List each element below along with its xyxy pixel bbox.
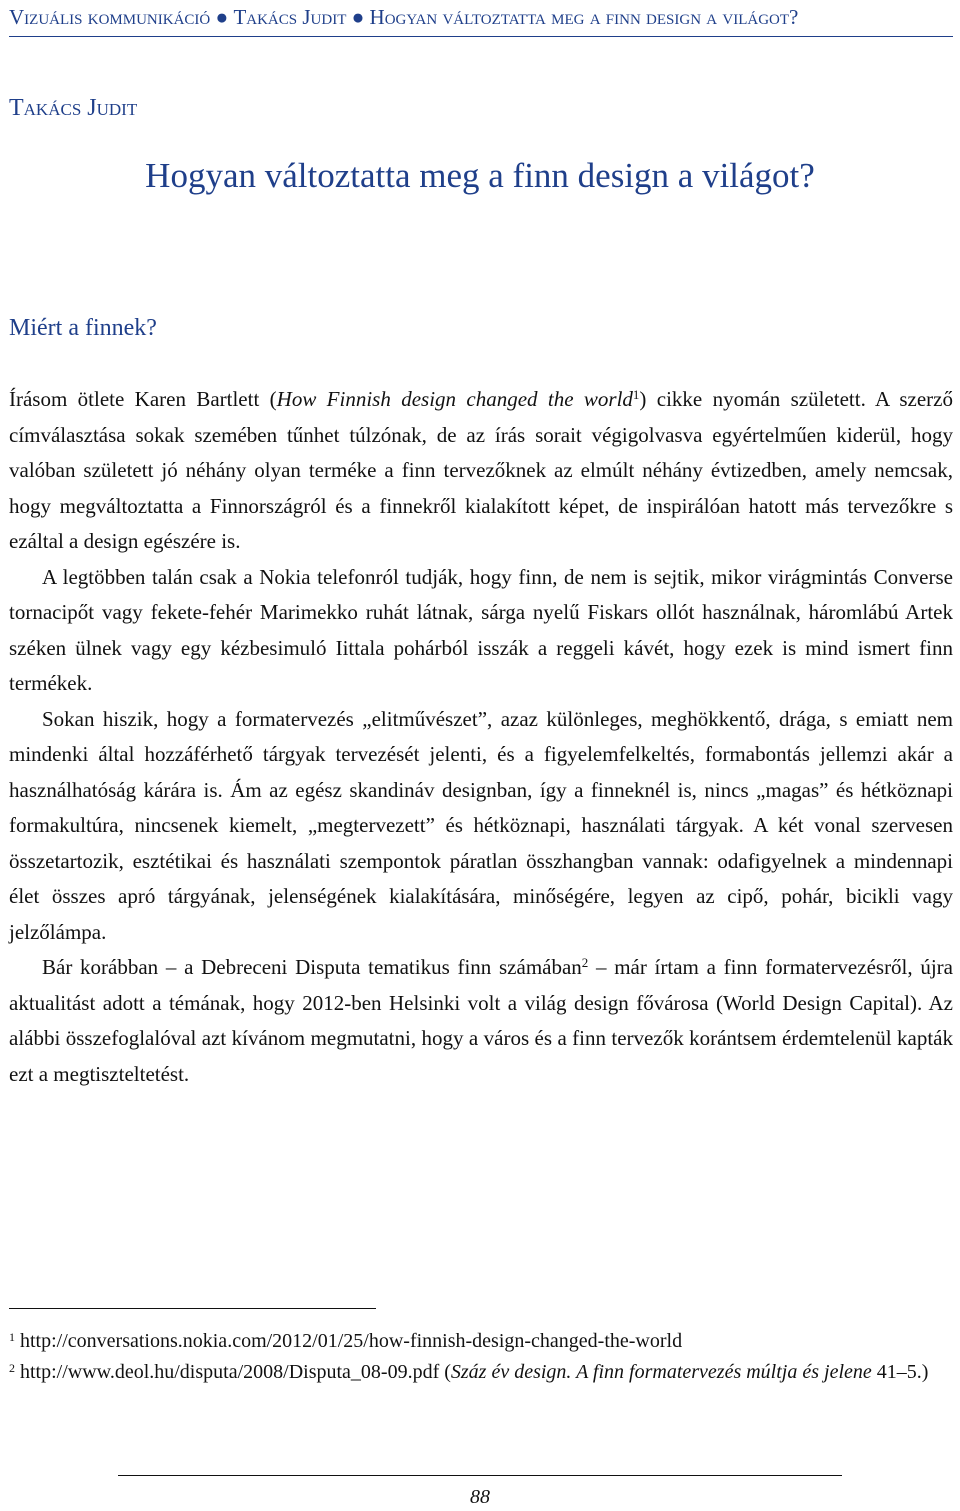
page-number: 88 xyxy=(470,1486,490,1508)
footnote-ref-2[interactable]: 2 xyxy=(581,955,589,970)
footnote-2 xyxy=(9,1357,953,1388)
footnote-link[interactable]: http://conversations.nokia.com/2012/01/25/how-finnish-design-changed-the-world xyxy=(15,1330,683,1352)
paragraph-4 xyxy=(9,950,953,1092)
footnote-number: 1 xyxy=(9,1330,15,1344)
article-author: Takács Judit xyxy=(9,95,138,121)
paragraph-text: – már írtam a finn formatervezésről, újra aktualitást adott a témának, hogy 2012-ben Helsinki volt a világ design fővárosa (World Design Capital). Az alábbi összefoglalóval azt kívánom megmutatni, hogy a város és a finn tervezők korántsem érdemtelenül kapták ezt a megtiszteltetést. xyxy=(9,955,953,1086)
running-header-title: Hogyan változtatta meg a finn design a világot? xyxy=(369,5,799,29)
article-body xyxy=(9,382,953,1092)
running-header-section: Vizuális kommunikáció xyxy=(9,5,211,29)
footnote-number: 2 xyxy=(9,1361,15,1375)
bullet-separator: ● xyxy=(215,5,229,29)
running-header-author: Takács Judit xyxy=(233,5,347,29)
cited-work-title: Száz év design. A finn formatervezés múltja és jelene xyxy=(450,1361,872,1383)
section-heading: Miért a finnek? xyxy=(9,315,157,341)
paragraph-1 xyxy=(9,382,953,560)
footnote-text: 41–5.) xyxy=(871,1361,929,1383)
paragraph-2: A legtöbben talán csak a Nokia telefonról tudják, hogy finn, de nem is sejtik, mikor virágmintás Converse tornacipőt vagy fekete-fehér Marimekko ruhát látnak, sárga nyelű Fiskars ollót használnak, háromlábú Artek széken ülnek vagy egy kézbesimuló Iittala pohárból isszák a reggeli kávét, hogy ezek is mind ismert finn termékek. xyxy=(9,564,953,695)
paragraph-text: Írásom ötlete Karen Bartlett ( xyxy=(9,387,277,411)
footer-rule xyxy=(118,1475,842,1476)
footnote-ref-1[interactable]: 1 xyxy=(632,387,640,402)
paragraph-text: ) cikke nyomán született. A szerző címválasztása sokak szemében tűnhet túlzónak, de az írás sorait végigolvasva egyértelműen kiderül, hogy valóban született jó néhány olyan terméke a finn tervezőknek az elmúlt néhány évtizedben, amely nemcsak, hogy megváltoztatta a Finnországról és a finnekről kialakított képet, de inspirálóan hatott más tervezőkre s ezáltal a design egészére is. xyxy=(9,387,953,553)
paragraph-text: Bár korábban – a Debreceni Disputa tematikus finn számában xyxy=(42,955,582,979)
cited-article-title: How Finnish design changed the world xyxy=(276,387,633,411)
paragraph-3: Sokan hiszik, hogy a formatervezés „elitművészet”, azaz különleges, meghökkentő, drága, s emiatt nem mindenki által hozzáférhető tárgyak tervezését jelenti, és a figyelemfelkeltés, formabontás jellemzi akár a használhatóság kárára is. Ám az egész skandináv designban, így a finneknél is, nincs „magas” és hétköznapi formakultúra, nincsenek kiemelt, „megtervezett” és hétköznapi, használati tárgyak. A két vonal szervesen összetartozik, esztétikai és használati szempontok páratlan összhangban vannak: odafigyelnek a mindennapi élet összes apró tárgyának, jelenségének kialakítására, minőségére, legyen az cipő, pohár, bicikli vagy jelzőlámpa. xyxy=(9,706,953,944)
bullet-separator: ● xyxy=(351,5,365,29)
footnotes xyxy=(9,1326,953,1388)
running-header xyxy=(9,3,954,31)
footnote-link[interactable]: http://www.deol.hu/disputa/2008/Disputa_08-09.pdf ( xyxy=(15,1361,451,1383)
article-title: Hogyan változtatta meg a finn design a világot? xyxy=(145,156,815,195)
footnote-rule xyxy=(9,1308,376,1309)
footnote-1 xyxy=(9,1326,953,1357)
header-rule xyxy=(9,36,953,37)
